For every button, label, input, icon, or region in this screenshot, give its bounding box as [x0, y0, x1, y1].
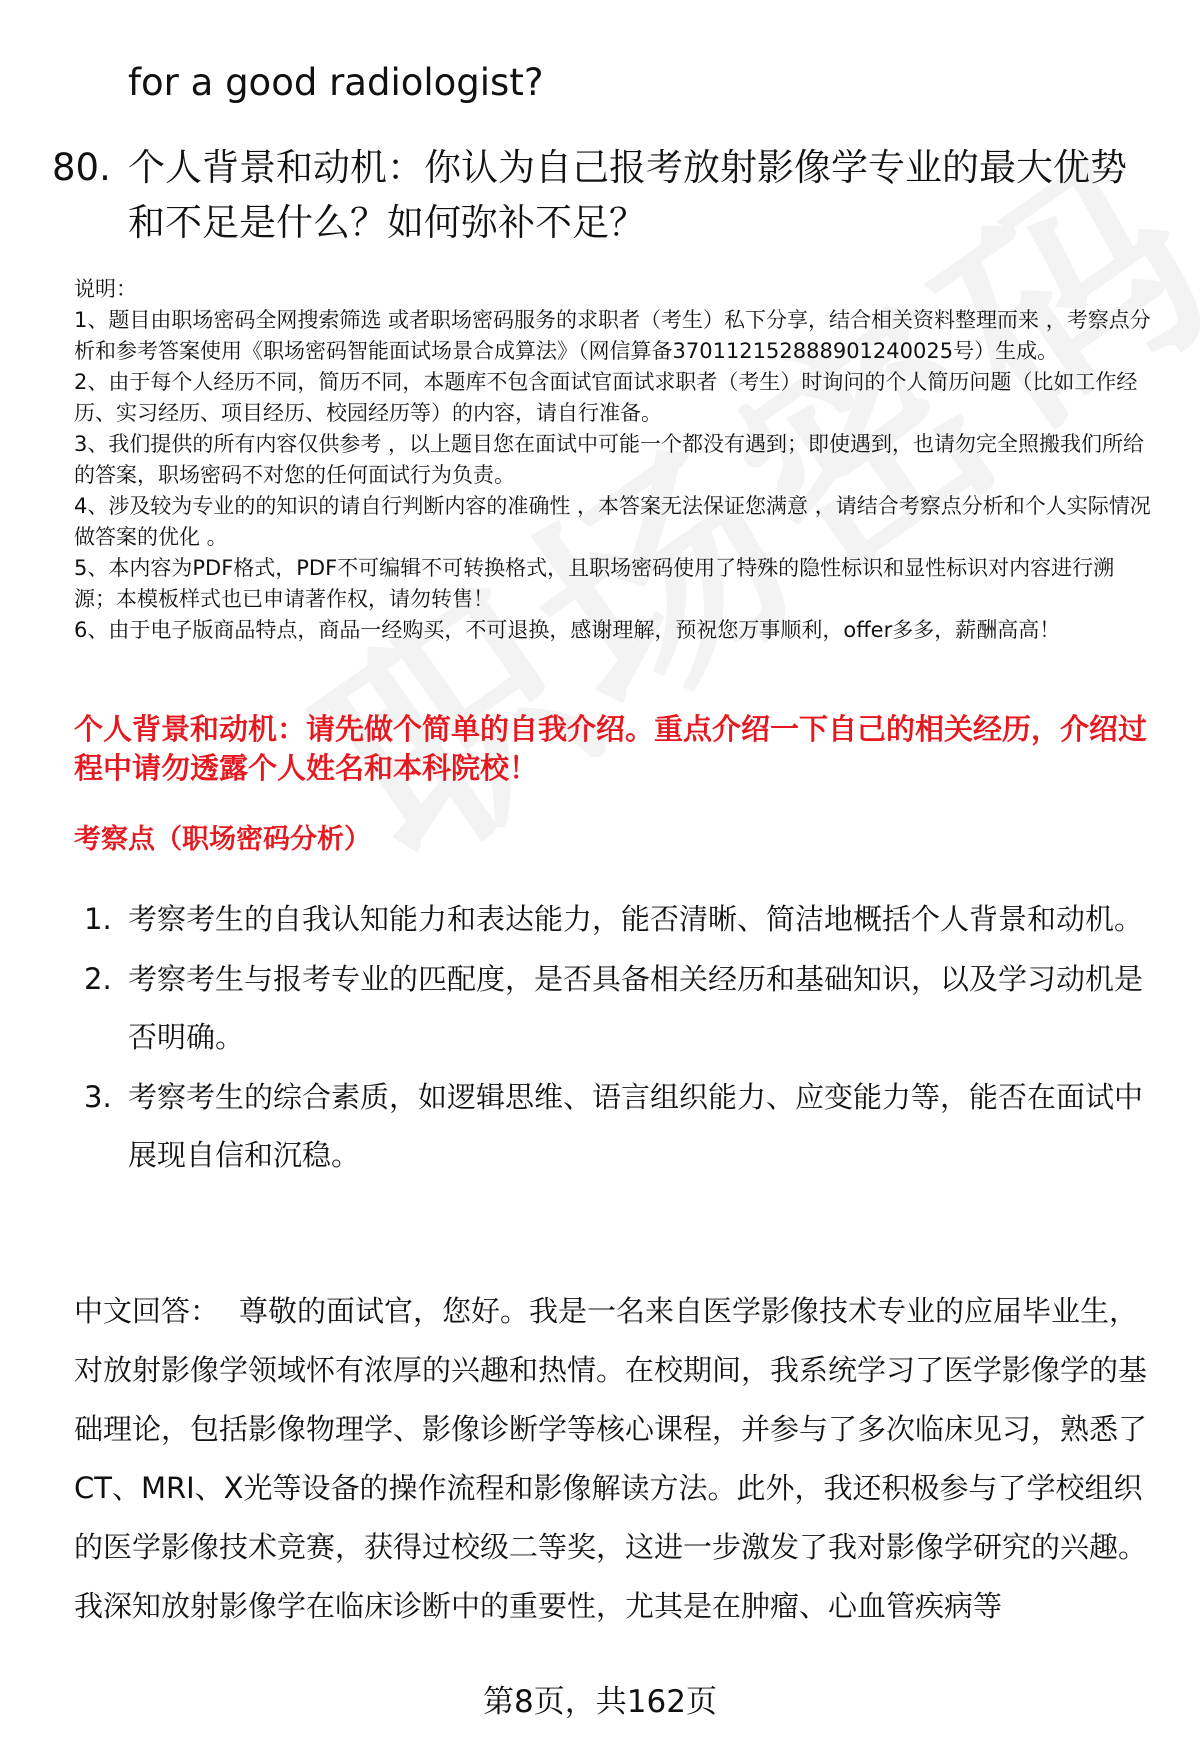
answer-text: 尊敬的面试官，您好。我是一名来自医学影像技术专业的应届毕业生，对放射影像学领域怀有浓厚的兴趣和热情。在校期间，我系统学习了医学影像学的基础理论，包括影像物理学、影像诊断学等核心课程，并参与了多次临床见习，熟悉了CT、MRI、X光等设备的操作流程和影像解读方法。此外，我还积极参与了学校组织的医学影像技术竞赛，获得过校级二等奖，这进一步激发了我对影像学研究的兴趣。我深知放射影像学在临床诊断中的重要性，尤其是在肿瘤、心血管疾病等 [74, 1294, 1148, 1623]
notes-item: 2、由于每个人经历不同，简历不同，本题库不包含面试官面试求职者（考生）时询问的个人简历问题（比如工作经历、实习经历、项目经历、校园经历等）的内容，请自行准备。 [74, 370, 1138, 425]
notes-heading: 说明： [74, 277, 137, 301]
notes-item: 5、本内容为PDF格式，PDF不可编辑不可转换格式，且职场密码使用了特殊的隐性标识和显性标识对内容进行溯源；本模板样式也已申请著作权，请勿转售！ [74, 556, 1115, 611]
notes-item: 6、由于电子版商品特点，商品一经购买，不可退换，感谢理解，预祝您万事顺利，offer多多，薪酬高高！ [74, 618, 1061, 642]
question-continuation: for a good radiologist? [128, 61, 544, 104]
analysis-point-text: 考察考生的自我认知能力和表达能力，能否清晰、简洁地概括个人背景和动机。 [128, 902, 1144, 936]
notes-item: 4、涉及较为专业的的知识的请自行判断内容的准确性 ，本答案无法保证您满意 ，请结合考察点分析和个人实际情况做答案的优化 。 [74, 494, 1151, 549]
analysis-point-number: 2. [84, 962, 112, 996]
analysis-point-text: 考察考生的综合素质，如逻辑思维、语言组织能力、应变能力等，能否在面试中展现自信和沉稳。 [128, 1080, 1144, 1172]
analysis-point [84, 950, 1154, 1066]
answer-label: 中文回答： [74, 1294, 220, 1328]
analysis-heading: 考察点（职场密码分析） [74, 824, 371, 855]
page-footer: 第8页，共162页 [483, 1684, 717, 1720]
answer-block [74, 1282, 1154, 1636]
notes-item: 1、题目由职场密码全网搜索筛选 或者职场密码服务的求职者（考生）私下分享，结合相关资料整理而来 ，考察点分析和参考答案使用《职场密码智能面试场景合成算法》（网信算备370112152888901240025号）生成。 [74, 308, 1151, 363]
question-number: 80. [52, 146, 111, 189]
section-title: 个人背景和动机：请先做个简单的自我介绍。重点介绍一下自己的相关经历，介绍过程中请勿透露个人姓名和本科院校！ [74, 712, 1148, 785]
notes-item: 3、我们提供的所有内容仅供参考 ，以上题目您在面试中可能一个都没有遇到；即使遇到，也请勿完全照搬我们所给的答案，职场密码不对您的任何面试行为负责。 [74, 432, 1145, 487]
analysis-point-number: 1. [84, 902, 112, 936]
analysis-point-text: 考察考生与报考专业的匹配度，是否具备相关经历和基础知识，以及学习动机是否明确。 [128, 962, 1144, 1054]
analysis-point-number: 3. [84, 1080, 112, 1114]
analysis-point [84, 1068, 1154, 1184]
question-text: 个人背景和动机：你认为自己报考放射影像学专业的最大优势和不足是什么？如何弥补不足？ [128, 146, 1127, 244]
analysis-point [84, 890, 1154, 948]
analysis-points [84, 890, 1154, 1186]
notes-block [74, 274, 1154, 646]
